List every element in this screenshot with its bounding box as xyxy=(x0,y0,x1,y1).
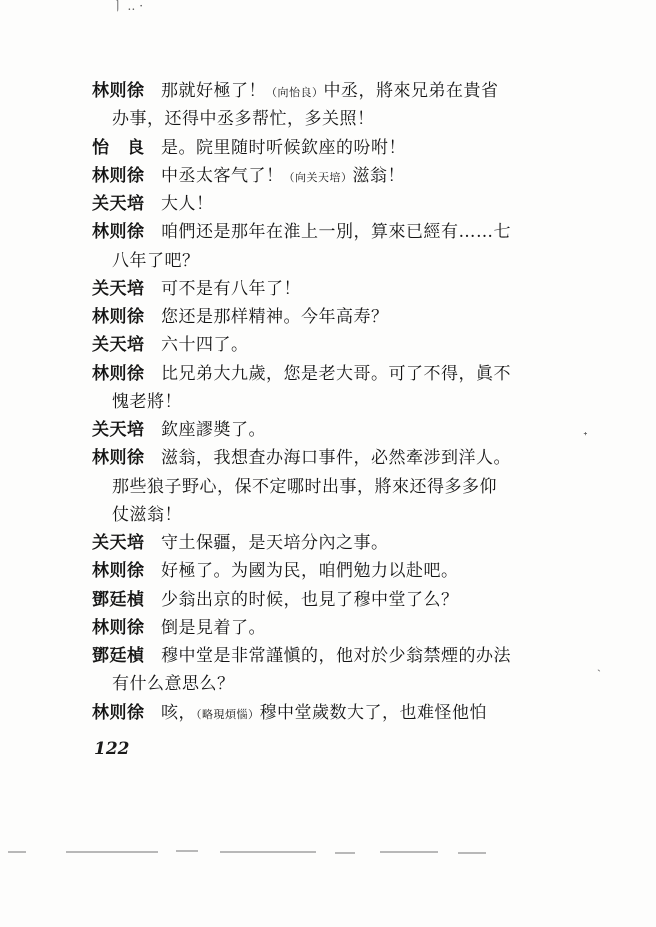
stage-direction: （向关天培） xyxy=(283,170,353,184)
dialogue-line xyxy=(92,448,511,468)
speaker-name: 林则徐 xyxy=(92,222,145,243)
speech-text: 咳， xyxy=(161,702,196,723)
dialogue-line xyxy=(92,533,389,553)
speech-text: 少翁出京的时候，也見了穆中堂了么？ xyxy=(161,589,459,610)
speaker-name: 怡 良 xyxy=(92,137,145,158)
speech-text: 中丞，將來兄弟在貴省 xyxy=(323,81,499,101)
dialogue-line xyxy=(92,703,487,725)
speech-text: 好極了。为國为民，咱們勉力以赴吧。 xyxy=(161,561,459,582)
dialogue-line xyxy=(92,618,266,638)
dialogue-line xyxy=(92,138,406,158)
dialogue-continuation xyxy=(112,109,375,129)
speech-text: 滋翁，我想査办海口事件，必然牽涉到洋人。 xyxy=(161,448,511,469)
scan-artifact xyxy=(66,851,158,853)
scan-artifact xyxy=(380,851,438,853)
speaker-name: 林则徐 xyxy=(92,617,145,638)
dialogue-line xyxy=(92,194,214,214)
scan-artifact xyxy=(335,852,355,854)
speaker-name: 林则徐 xyxy=(92,81,145,101)
dialogue-line xyxy=(92,646,511,666)
speaker-name: 关天培 xyxy=(92,533,145,553)
speech-text: 愧老將！ xyxy=(112,391,182,412)
speaker-name: 关天培 xyxy=(92,335,145,356)
speaker-name: 林则徐 xyxy=(92,307,145,327)
speech-text: 六十四了。 xyxy=(161,335,249,356)
dialogue-line xyxy=(92,335,249,355)
dialogue-line xyxy=(92,279,301,299)
page-number: 122 xyxy=(94,739,130,759)
speaker-name: 林则徐 xyxy=(92,448,145,469)
dialogue-continuation xyxy=(112,251,200,271)
dialogue-line xyxy=(92,307,389,327)
speech-text: 您还是那样精神。今年高寿？ xyxy=(161,307,389,327)
speech-text: 穆中堂歲数大了，也难怪他怕 xyxy=(259,702,487,723)
dialogue-line xyxy=(92,364,511,384)
speech-text: 八年了吧？ xyxy=(112,250,200,271)
speech-text: 滋翁！ xyxy=(352,165,405,186)
speech-text: 那就好極了！ xyxy=(161,81,266,101)
speech-text: 仗滋翁！ xyxy=(112,504,182,525)
speech-text: 可不是有八年了！ xyxy=(161,278,301,299)
scan-artifact xyxy=(220,851,316,853)
dialogue-continuation xyxy=(112,392,182,412)
speech-text: 大人！ xyxy=(161,194,214,214)
speech-text: 守土保疆，是天培分內之事。 xyxy=(161,533,389,553)
speaker-name: 关天培 xyxy=(92,420,145,440)
speaker-name: 林则徐 xyxy=(92,165,145,186)
speaker-name: 林则徐 xyxy=(92,363,145,384)
dialogue-continuation xyxy=(112,505,182,525)
dialogue-continuation xyxy=(112,674,235,694)
dialogue-line xyxy=(92,166,405,188)
stage-direction: （略現煩惱） xyxy=(196,707,260,721)
speaker-name: 鄧廷楨 xyxy=(92,646,145,666)
speaker-name: 林则徐 xyxy=(92,561,145,582)
dialogue-line xyxy=(92,222,511,242)
margin-mark: ᐩ xyxy=(583,429,588,443)
speech-text: 办事，还得中丞多帮忙，多关照！ xyxy=(112,109,375,130)
top-corner-mark: ㅣ ‥ · xyxy=(112,0,144,13)
dialogue-line xyxy=(92,561,459,581)
dialogue-continuation xyxy=(112,477,497,497)
speech-text: 是。院里随时听候欽座的吩咐！ xyxy=(161,137,406,158)
scan-artifact xyxy=(458,852,486,854)
speaker-name: 关天培 xyxy=(92,194,145,214)
speech-text: 倒是見着了。 xyxy=(161,617,266,638)
dialogue-line xyxy=(92,81,499,103)
speech-text: 有什么意思么？ xyxy=(112,674,235,695)
scan-artifact xyxy=(8,851,26,853)
speech-text: 欽座謬奬了。 xyxy=(161,420,266,440)
speech-text: 咱們还是那年在淮上一別，算來已經有……七 xyxy=(161,222,511,243)
stage-direction: （向怡良） xyxy=(266,86,324,99)
scan-artifact xyxy=(176,850,198,852)
speech-text: 中丞太客气了！ xyxy=(161,165,284,186)
dialogue-line xyxy=(92,590,459,610)
speech-text: 穆中堂是非常謹愼的，他对於少翁禁煙的办法 xyxy=(161,646,511,666)
speaker-name: 关天培 xyxy=(92,278,145,299)
speech-text: 那些狼子野心，保不定哪时出事，將來还得多多仰 xyxy=(112,476,497,497)
speaker-name: 林则徐 xyxy=(92,702,145,723)
speaker-name: 鄧廷楨 xyxy=(92,589,145,610)
dialogue-line xyxy=(92,420,266,440)
speech-text: 比兄弟大九歲，您是老大哥。可了不得，眞不 xyxy=(161,363,511,384)
margin-mark: ˎ xyxy=(597,658,601,672)
